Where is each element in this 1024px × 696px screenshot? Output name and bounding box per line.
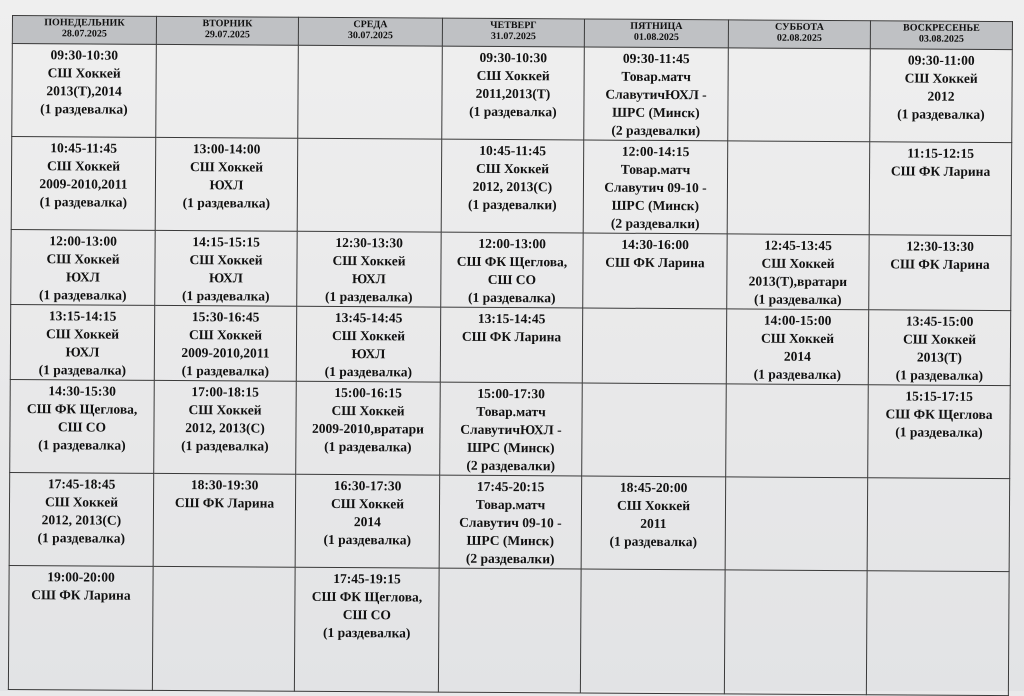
day-header-monday xyxy=(12,16,156,45)
schedule-row xyxy=(11,137,1012,236)
entry-line: ЮХЛ xyxy=(209,177,244,193)
entry-line: (1 раздевалка) xyxy=(182,288,270,304)
schedule-entry xyxy=(295,570,438,643)
entry-line: СШ ФК Щеглова, xyxy=(456,253,568,270)
entry-time: 09:30-10:30 xyxy=(479,49,548,66)
entry-line: (2 раздевалки) xyxy=(611,122,701,139)
empty-cell xyxy=(867,478,1010,572)
schedule-entry xyxy=(870,51,1011,124)
schedule-cell xyxy=(295,474,440,568)
entry-line: СШ Хоккей xyxy=(904,70,978,86)
entry-line: СШ Хоккей xyxy=(47,65,121,81)
entry-line: Славутич 09-10 - xyxy=(459,514,562,531)
entry-time: 18:45-20:00 xyxy=(619,479,688,496)
schedule-entry xyxy=(155,233,296,306)
entry-time: 12:45-13:45 xyxy=(764,237,832,254)
entry-line: СШ ФК Ларина xyxy=(174,495,275,511)
entry-line: (1 раздевалка) xyxy=(895,367,984,383)
schedule-entry xyxy=(154,476,295,513)
entry-line: Товар.матч xyxy=(476,403,546,420)
entry-line: 2009-2010,2011 xyxy=(181,345,270,361)
schedule-entry xyxy=(156,140,297,213)
entry-line: (1 раздевалка) xyxy=(39,194,128,210)
schedule-cell xyxy=(727,234,869,310)
entry-line: (1 раздевалка) xyxy=(323,531,412,548)
entry-line: (1 раздевалка) xyxy=(40,101,128,117)
entry-line: 2009-2010,2011 xyxy=(39,176,128,192)
schedule-row xyxy=(12,44,1013,143)
entry-line: 2009-2010,вратари xyxy=(311,420,424,437)
schedule-cell xyxy=(153,473,296,567)
entry-line: СШ Хоккей xyxy=(189,252,263,268)
entry-time: 10:45-11:45 xyxy=(479,142,547,159)
entry-line: (1 раздевалка) xyxy=(468,289,556,306)
entry-line: СШ Хоккей xyxy=(331,402,405,419)
entry-line: СШ ФК Ларина xyxy=(890,163,991,179)
entry-line: СШ Хоккей xyxy=(761,255,835,272)
day-name: СРЕДА xyxy=(353,19,388,31)
entry-time: 12:30-13:30 xyxy=(335,234,403,251)
empty-cell xyxy=(156,44,299,138)
schedule-cell xyxy=(869,235,1011,311)
schedule-entry xyxy=(441,310,582,347)
entry-line: (1 раздевалка) xyxy=(753,366,842,383)
entry-line: 2012 xyxy=(927,88,955,104)
schedule-entry xyxy=(440,385,582,476)
schedule-entry xyxy=(869,237,1010,274)
entry-line: СШ Хоккей xyxy=(331,327,406,344)
schedule-body xyxy=(8,44,1012,696)
schedule-cell xyxy=(10,379,155,473)
schedule-cell xyxy=(441,139,584,233)
schedule-entry xyxy=(12,139,155,212)
schedule-cell xyxy=(155,230,297,306)
day-date: 30.07.2025 xyxy=(347,30,393,42)
schedule-cell xyxy=(442,46,585,140)
day-header-sunday xyxy=(870,21,1012,50)
schedule-cell xyxy=(584,47,729,141)
entry-time: 14:30-16:00 xyxy=(621,236,689,253)
entry-line: 2012, 2013(С) xyxy=(472,178,553,195)
schedule-cell xyxy=(11,229,155,305)
schedule-entry xyxy=(10,382,153,455)
entry-line: (1 раздевалка) xyxy=(37,530,126,546)
entry-line: 2014 xyxy=(353,514,381,530)
entry-time: 19:00-20:00 xyxy=(47,569,115,585)
entry-line: (1 раздевалка) xyxy=(754,291,842,308)
empty-cell xyxy=(582,383,727,477)
entry-time: 13:45-14:45 xyxy=(334,309,403,326)
entry-time: 09:30-11:45 xyxy=(622,50,690,67)
entry-line: СШ Хоккей xyxy=(44,494,119,510)
schedule-entry xyxy=(442,142,583,215)
entry-line: (1 раздевалка) xyxy=(181,363,270,379)
schedule-entry xyxy=(11,232,154,305)
entry-line: 2013(Т) xyxy=(916,349,962,365)
schedule-entry xyxy=(868,387,1009,442)
schedule-row xyxy=(10,379,1011,478)
entry-line: СШ Хоккей xyxy=(188,402,262,418)
entry-time: 15:00-16:15 xyxy=(334,384,402,401)
entry-line: ШРС (Минск) xyxy=(612,104,700,121)
day-name: ВТОРНИК xyxy=(202,18,253,30)
schedule-entry xyxy=(440,478,582,569)
schedule-entry xyxy=(296,384,439,457)
entry-line: СШ ФК Щеглова, xyxy=(26,401,138,417)
entry-line: СШ Хоккей xyxy=(46,251,120,267)
entry-line: СШ Хоккей xyxy=(476,67,550,84)
entry-line: СШ Хоккей xyxy=(902,331,977,347)
day-header-friday xyxy=(584,19,728,48)
entry-time: 10:45-11:45 xyxy=(50,140,118,156)
entry-line: СлавутичЮХЛ - xyxy=(460,421,562,438)
empty-cell xyxy=(724,570,867,695)
entry-time: 09:30-11:00 xyxy=(907,52,975,68)
day-name: СУББОТА xyxy=(775,21,824,33)
entry-line: (1 раздевалка) xyxy=(897,106,985,122)
schedule-entry xyxy=(297,234,440,307)
entry-line: СШ СО xyxy=(57,419,107,435)
empty-cell xyxy=(725,477,868,571)
entry-line: 2013(Т),2014 xyxy=(46,83,122,99)
schedule-entry xyxy=(584,142,728,233)
empty-cell xyxy=(582,308,726,384)
entry-line: СШ ФК Ларина xyxy=(890,256,990,272)
schedule-cell xyxy=(10,304,154,380)
entry-time: 18:30-19:30 xyxy=(190,477,259,493)
entry-line: (1 раздевалка) xyxy=(38,437,126,453)
schedule-entry xyxy=(584,49,728,140)
entry-time: 17:00-18:15 xyxy=(191,384,259,400)
entry-line: 2012, 2013(С) xyxy=(185,420,265,436)
entry-time: 12:00-13:00 xyxy=(49,233,117,249)
empty-cell xyxy=(580,569,725,694)
entry-line: (1 раздевалка) xyxy=(324,363,413,380)
entry-line: Славутич 09-10 - xyxy=(604,179,707,196)
schedule-cell xyxy=(583,140,728,234)
entry-line: 2013(Т),вратари xyxy=(748,273,848,290)
schedule-cell xyxy=(583,233,727,309)
entry-time: 14:30-15:30 xyxy=(48,383,117,399)
entry-line: ЮХЛ xyxy=(351,271,386,287)
entry-line: СШ ФК Ларина xyxy=(31,587,131,603)
schedule-cell xyxy=(869,142,1012,236)
schedule-cell xyxy=(439,475,582,569)
entry-line: СШ СО xyxy=(342,607,391,623)
entry-line: СШ СО xyxy=(487,271,537,288)
schedule-entry xyxy=(296,477,439,550)
entry-line: СШ ФК Ларина xyxy=(461,328,562,345)
entry-line: СШ Хоккей xyxy=(330,495,405,512)
entry-time: 09:30-10:30 xyxy=(50,47,119,63)
entry-line: 2012, 2013(С) xyxy=(41,512,122,528)
entry-line: СШ ФК Щеглова xyxy=(885,406,993,422)
entry-time: 15:00-17:30 xyxy=(477,385,545,402)
schedule-cell xyxy=(296,381,441,475)
schedule-row xyxy=(9,472,1010,571)
empty-cell xyxy=(728,48,871,142)
entry-line: ЮХЛ xyxy=(351,346,386,362)
entry-line: Товар.матч xyxy=(475,496,546,513)
schedule-cell xyxy=(12,44,157,138)
schedule-cell xyxy=(726,309,868,385)
schedule-entry xyxy=(727,311,868,384)
entry-time: 13:15-14:15 xyxy=(48,308,117,324)
empty-cell xyxy=(866,571,1009,696)
schedule-entry xyxy=(727,236,868,309)
schedule-cell xyxy=(581,476,726,570)
schedule-entry xyxy=(297,309,440,382)
day-header-thursday xyxy=(442,18,584,47)
day-date: 31.07.2025 xyxy=(490,30,536,43)
entry-line: (1 раздевалки) xyxy=(467,196,557,213)
day-header-saturday xyxy=(728,20,870,49)
entry-line: СШ Хоккей xyxy=(476,160,550,177)
entry-line: (2 раздевалки) xyxy=(465,550,555,567)
schedule-cell xyxy=(154,380,297,474)
entry-line: Товар.матч xyxy=(621,68,691,85)
entry-line: СШ Хоккей xyxy=(760,330,835,347)
entry-line: ЮХЛ xyxy=(65,344,100,360)
entry-line: ШРС (Минск) xyxy=(466,532,555,549)
entry-line: 2011 xyxy=(640,515,667,532)
day-date: 03.08.2025 xyxy=(918,33,964,45)
entry-line: Товар.матч xyxy=(620,161,691,178)
schedule-entry xyxy=(12,46,155,119)
entry-line: (1 раздевалка) xyxy=(322,624,411,641)
schedule-entry xyxy=(583,235,726,272)
entry-line: 2011,2013(Т) xyxy=(475,85,551,102)
entry-line: СШ ФК Ларина xyxy=(605,254,705,271)
entry-time: 14:00-15:00 xyxy=(763,312,832,329)
entry-time: 15:30-16:45 xyxy=(191,309,260,325)
entry-time: 14:15-15:15 xyxy=(192,234,260,250)
schedule-cell xyxy=(294,567,439,692)
entry-line: (1 раздевалка) xyxy=(38,362,127,378)
entry-time: 13:15-14:45 xyxy=(477,310,546,327)
schedule-cell xyxy=(870,49,1013,143)
entry-time: 16:30-17:30 xyxy=(333,477,402,494)
empty-cell xyxy=(726,384,869,478)
schedule-cell xyxy=(9,472,154,566)
schedule-entry xyxy=(154,383,295,456)
entry-line: СШ Хоккей xyxy=(616,497,691,514)
entry-line: (1 раздевалка) xyxy=(182,195,271,211)
schedule-entry xyxy=(582,478,725,551)
entry-line: (1 раздевалка) xyxy=(39,287,127,303)
day-date: 29.07.2025 xyxy=(204,29,250,41)
entry-time: 13:45-15:00 xyxy=(905,313,974,329)
schedule-cell xyxy=(868,310,1010,386)
entry-line: ШРС (Минск) xyxy=(611,197,700,214)
entry-line: ЮХЛ xyxy=(65,269,100,285)
entry-time: 11:15-12:15 xyxy=(907,145,975,161)
empty-cell xyxy=(298,45,443,139)
entry-line: СШ ФК Щеглова, xyxy=(311,588,423,605)
schedule-entry xyxy=(442,49,583,122)
entry-line: ЮХЛ xyxy=(208,270,243,286)
entry-line: (1 раздевалка) xyxy=(181,438,269,454)
empty-cell xyxy=(438,568,581,693)
empty-cell xyxy=(297,138,442,232)
entry-line: СШ Хоккей xyxy=(45,326,120,342)
schedule-cell xyxy=(296,306,440,382)
entry-line: (1 раздевалка) xyxy=(324,438,412,455)
entry-time: 12:00-14:15 xyxy=(621,143,690,160)
entry-line: (1 раздевалка) xyxy=(609,533,698,550)
entry-line: СлавутичЮХЛ - xyxy=(605,86,707,103)
schedule-cell xyxy=(440,382,583,476)
schedule-entry xyxy=(155,308,296,381)
entry-line: (1 раздевалка) xyxy=(469,103,557,120)
entry-line: ШРС (Минск) xyxy=(467,439,555,456)
day-name: ПОНЕДЕЛЬНИК xyxy=(44,17,125,29)
schedule-entry xyxy=(869,312,1010,385)
day-header-tuesday xyxy=(156,16,298,45)
schedule-row xyxy=(11,229,1011,310)
schedule-cell xyxy=(155,137,298,231)
entry-time: 17:45-19:15 xyxy=(333,570,401,587)
schedule-cell xyxy=(297,231,441,307)
entry-line: (2 раздевалки) xyxy=(466,457,556,474)
schedule-entry xyxy=(10,475,153,548)
day-date: 01.08.2025 xyxy=(633,31,679,44)
schedule-cell xyxy=(440,307,582,383)
day-date: 28.07.2025 xyxy=(61,28,107,40)
schedule-cell xyxy=(154,305,296,381)
day-name: ВОСКРЕСЕНЬЕ xyxy=(903,22,980,34)
schedule-cell xyxy=(868,385,1011,479)
entry-time: 12:00-13:00 xyxy=(478,235,546,252)
entry-time: 12:30-13:30 xyxy=(906,238,974,254)
schedule-cell xyxy=(8,565,153,690)
schedule-entry xyxy=(441,235,582,308)
day-name: ЧЕТВЕРГ xyxy=(490,19,537,32)
schedule-entry xyxy=(870,144,1011,181)
empty-cell xyxy=(152,566,295,691)
day-date: 02.08.2025 xyxy=(776,32,822,44)
schedule-cell xyxy=(11,137,156,231)
schedule-table xyxy=(8,15,1013,696)
day-header-wednesday xyxy=(298,17,442,46)
schedule-entry xyxy=(11,307,154,380)
entry-time: 15:15-17:15 xyxy=(905,388,973,404)
entry-line: СШ Хоккей xyxy=(332,252,406,269)
entry-line: (1 раздевалка) xyxy=(895,424,983,440)
entry-line: СШ Хоккей xyxy=(190,159,264,175)
entry-line: (1 раздевалка) xyxy=(325,288,413,305)
entry-time: 17:45-18:45 xyxy=(47,476,116,492)
entry-time: 13:00-14:00 xyxy=(192,141,261,157)
schedule-row xyxy=(10,304,1010,385)
entry-line: 2014 xyxy=(783,348,811,364)
schedule-entry xyxy=(9,568,152,605)
entry-line: СШ Хоккей xyxy=(188,327,263,343)
empty-cell xyxy=(727,141,870,235)
entry-time: 17:45-20:15 xyxy=(476,478,545,495)
schedule-row xyxy=(8,565,1009,695)
entry-line: СШ Хоккей xyxy=(47,158,121,174)
day-name: ПЯТНИЦА xyxy=(630,20,683,33)
schedule-cell xyxy=(441,232,583,308)
entry-line: (2 раздевалки) xyxy=(610,215,700,232)
